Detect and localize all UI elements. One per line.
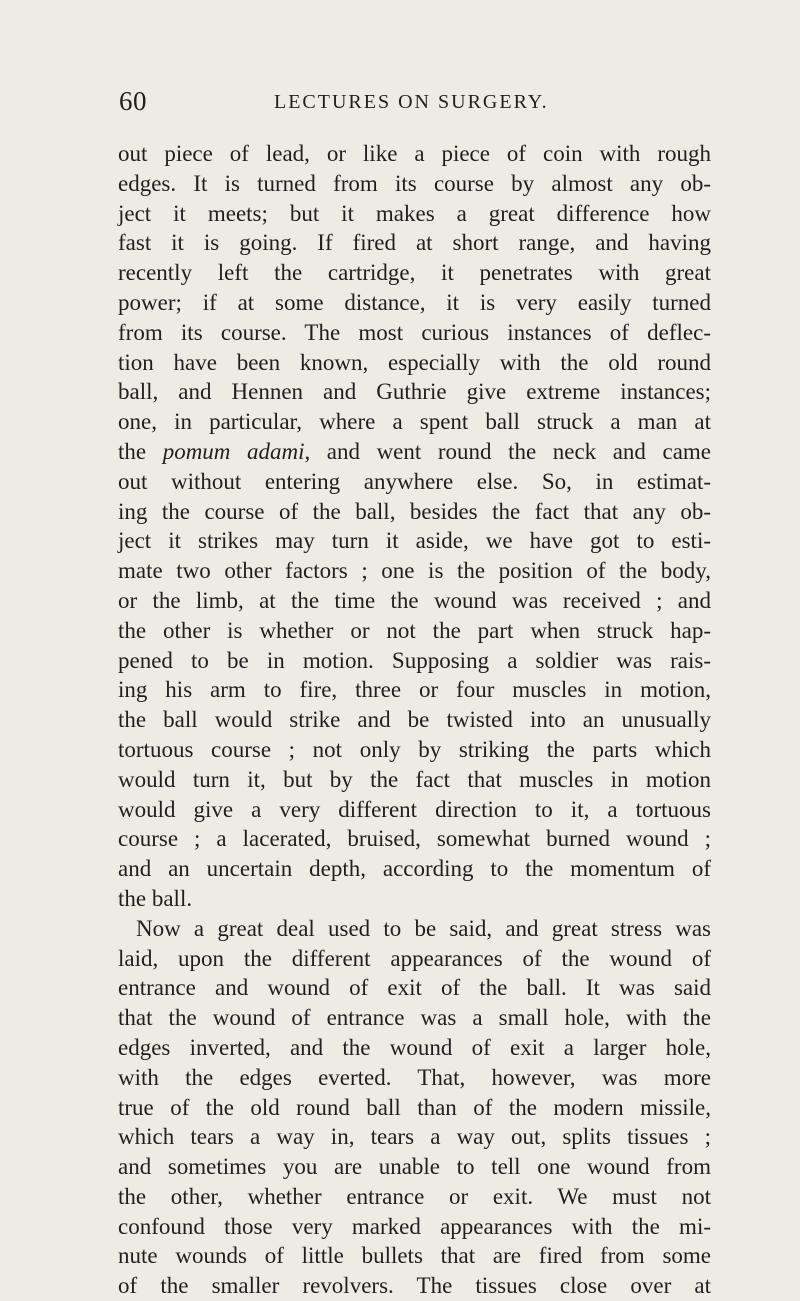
text-line: or the limb, at the time the wound was received ; and — [118, 587, 711, 613]
text-line: one, in particular, where a spent ball struck a man at — [118, 409, 711, 435]
body-text — [118, 139, 711, 1301]
text-line: the ball. — [118, 885, 193, 911]
paragraph-start-line: Now a great deal used to be said, and great stress was — [136, 915, 711, 941]
page-header — [119, 86, 719, 116]
text-line: out piece of lead, or like a piece of coin with rough — [118, 141, 711, 166]
text-line: ing the course of the ball, besides the fact that any ob- — [118, 498, 711, 524]
text-line: recently left the cartridge, it penetrates with great — [118, 260, 711, 286]
text-line: mate two other factors ; one is the position of the body, — [118, 558, 711, 584]
text-segment: , and went round the neck and came — [304, 438, 711, 464]
text-line: pened to be in motion. Supposing a soldier was rais- — [118, 647, 711, 673]
text-line: fast it is going. If fired at short range, and having — [118, 230, 711, 256]
text-line: the other, whether entrance or exit. We must not — [118, 1183, 711, 1209]
text-line: tortuous course ; not only by striking the parts which — [118, 736, 711, 762]
text-line: the other is whether or not the part when struck hap- — [118, 617, 711, 643]
text-segment: the — [118, 438, 147, 464]
text-line: with the edges everted. That, however, was more — [118, 1064, 711, 1090]
text-line: and an uncertain depth, according to the momentum of — [118, 856, 711, 882]
text-line: ject it strikes may turn it aside, we have got to esti- — [118, 528, 711, 554]
text-line: and sometimes you are unable to tell one wound from — [118, 1154, 711, 1180]
text-line: course ; a lacerated, bruised, somewhat burned wound ; — [118, 826, 711, 852]
text-line: edges. It is turned from its course by almost any ob- — [118, 170, 711, 196]
text-line: of the smaller revolvers. The tissues close over at — [118, 1273, 711, 1299]
text-line: which tears a way in, tears a way out, splits tissues ; — [118, 1124, 711, 1150]
text-line: ject it meets; but it makes a great difference how — [118, 200, 711, 226]
text-line: true of the old round ball than of the modern missile, — [118, 1094, 711, 1120]
text-line: nute wounds of little bullets that are fired from some — [118, 1243, 711, 1269]
text-line: would give a very different direction to it, a tortuous — [118, 796, 711, 822]
text-line: from its course. The most curious instances of deflec- — [118, 319, 711, 345]
text-line: power; if at some distance, it is very easily turned — [118, 289, 711, 315]
text-line: laid, upon the different appearances of the wound of — [118, 945, 711, 971]
running-title: LECTURES ON SURGERY. — [274, 91, 549, 113]
text-line: ing his arm to fire, three or four muscles in motion, — [118, 677, 711, 703]
text-line: edges inverted, and the wound of exit a larger hole, — [118, 1034, 711, 1060]
text-line: that the wound of entrance was a small hole, with the — [118, 1005, 711, 1031]
text-line: ball, and Hennen and Guthrie give extreme instances; — [118, 379, 711, 405]
text-line: the ball would strike and be twisted into an unusually — [118, 707, 711, 733]
latin-term: pomum adami — [162, 438, 305, 464]
text-line: out without entering anywhere else. So, in estimat- — [118, 468, 711, 494]
text-line: entrance and wound of exit of the ball. It was said — [118, 975, 711, 1001]
text-line: confound those very marked appearances with the mi- — [118, 1213, 711, 1239]
text-line — [118, 437, 711, 467]
text-line: tion have been known, especially with the old round — [118, 349, 711, 375]
page-number: 60 — [119, 86, 147, 116]
text-line: would turn it, but by the fact that muscles in motion — [118, 766, 711, 792]
